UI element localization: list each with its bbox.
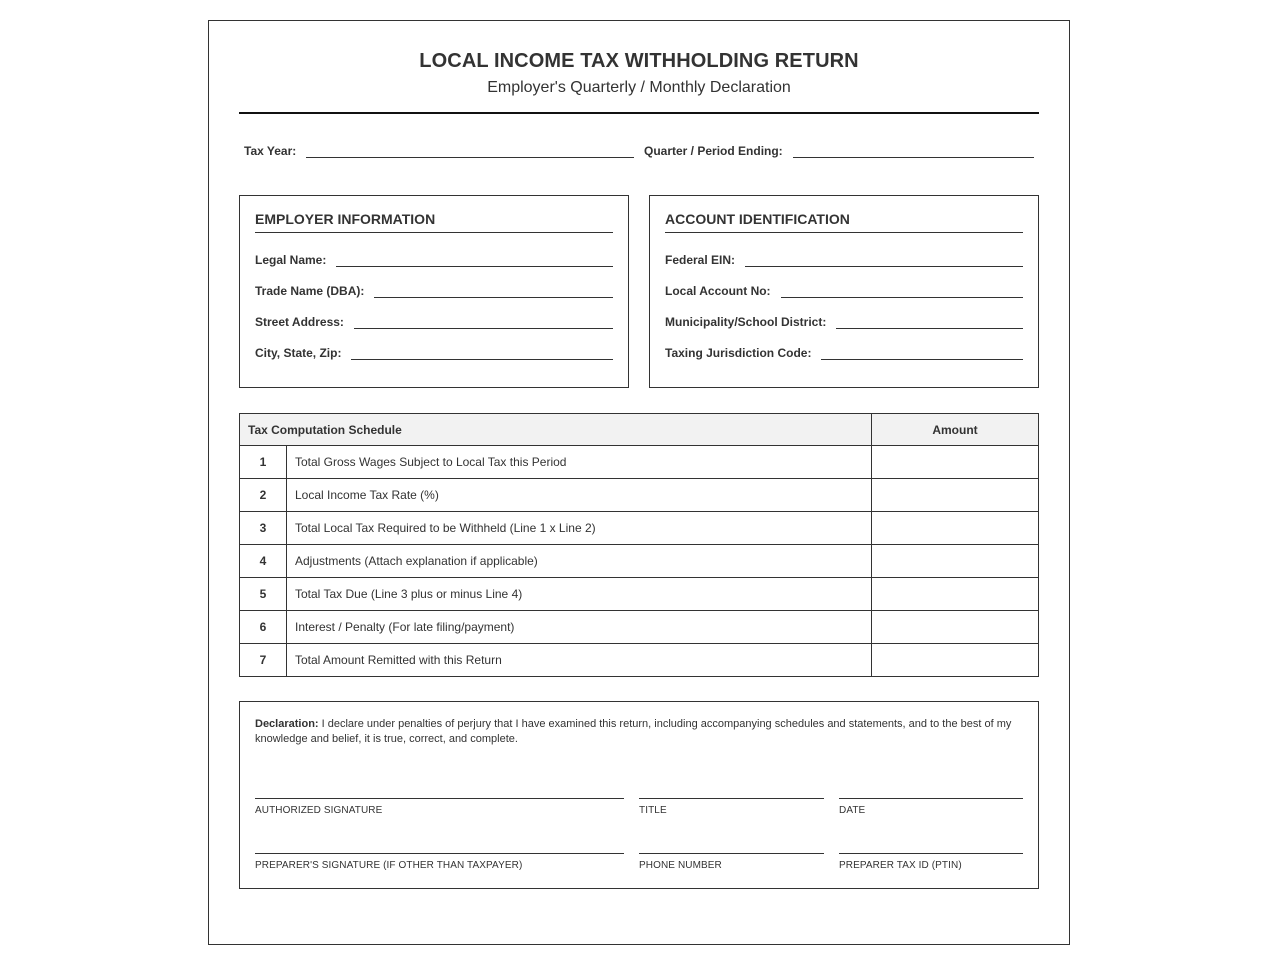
local-account-field[interactable]: [781, 297, 1023, 298]
legal-name-field[interactable]: [336, 266, 613, 267]
line-description: Total Local Tax Required to be Withheld (Line 1 x Line 2): [287, 512, 872, 545]
declaration-section: [239, 701, 1039, 889]
employer-info-section: [239, 195, 629, 388]
trade-name-label: Trade Name (DBA):: [255, 284, 365, 298]
title-label: TITLE: [639, 805, 667, 816]
table-row: [240, 446, 1039, 479]
declaration-lead: Declaration:: [255, 718, 319, 730]
table-header-row: [240, 414, 1039, 446]
legal-name-label: Legal Name:: [255, 253, 327, 267]
table-row: [240, 479, 1039, 512]
phone-number-label: PHONE NUMBER: [639, 860, 722, 871]
line-number: 7: [240, 644, 287, 677]
employer-info-title: EMPLOYER INFORMATION: [255, 211, 436, 227]
tax-year-label: Tax Year:: [244, 144, 297, 158]
authorized-signature-field[interactable]: [255, 798, 624, 799]
city-state-zip-field[interactable]: [351, 359, 613, 360]
tax-computation-table: [239, 413, 1039, 677]
title-field[interactable]: [639, 798, 824, 799]
header-divider: [239, 112, 1039, 114]
table-row: [240, 545, 1039, 578]
date-label: DATE: [839, 805, 866, 816]
form-subtitle: Employer's Quarterly / Monthly Declaration: [487, 79, 791, 96]
line-description: Local Income Tax Rate (%): [287, 479, 872, 512]
table-row: [240, 578, 1039, 611]
table-row: [240, 512, 1039, 545]
line-description: Total Gross Wages Subject to Local Tax this Period: [287, 446, 872, 479]
account-id-title: ACCOUNT IDENTIFICATION: [665, 211, 850, 227]
declaration-body: I declare under penalties of perjury that I have examined this return, including accompanying schedules and statements, and to the best of my knowledge and belief, it is true, correct, and complete.: [255, 718, 1012, 745]
preparer-signature-label: PREPARER'S SIGNATURE (IF OTHER THAN TAXPAYER): [255, 860, 523, 871]
line-number: 2: [240, 479, 287, 512]
table-row: [240, 611, 1039, 644]
quarter-period-label: Quarter / Period Ending:: [644, 144, 783, 158]
phone-number-field[interactable]: [639, 853, 824, 854]
declaration-text: [255, 717, 1025, 747]
line-description: Total Tax Due (Line 3 plus or minus Line 4): [287, 578, 872, 611]
employer-title-divider: [255, 232, 613, 233]
tax-year-field[interactable]: [306, 157, 634, 158]
table-row: [240, 644, 1039, 677]
account-id-section: [649, 195, 1039, 388]
amount-cell[interactable]: [872, 644, 1039, 677]
trade-name-field[interactable]: [374, 297, 613, 298]
schedule-header: Tax Computation Schedule: [240, 414, 872, 446]
line-number: 6: [240, 611, 287, 644]
city-state-zip-label: City, State, Zip:: [255, 346, 342, 360]
amount-header: Amount: [872, 414, 1039, 446]
amount-cell[interactable]: [872, 512, 1039, 545]
jurisdiction-code-field[interactable]: [821, 359, 1023, 360]
form-title: LOCAL INCOME TAX WITHHOLDING RETURN: [419, 50, 859, 72]
line-number: 1: [240, 446, 287, 479]
amount-cell[interactable]: [872, 479, 1039, 512]
authorized-signature-label: AUTHORIZED SIGNATURE: [255, 805, 383, 816]
amount-cell[interactable]: [872, 578, 1039, 611]
municipality-field[interactable]: [836, 328, 1023, 329]
quarter-period-field[interactable]: [793, 157, 1034, 158]
line-description: Adjustments (Attach explanation if applicable): [287, 545, 872, 578]
line-number: 4: [240, 545, 287, 578]
date-field[interactable]: [839, 798, 1023, 799]
federal-ein-label: Federal EIN:: [665, 253, 736, 267]
line-description: Total Amount Remitted with this Return: [287, 644, 872, 677]
line-number: 5: [240, 578, 287, 611]
amount-cell[interactable]: [872, 611, 1039, 644]
amount-cell[interactable]: [872, 446, 1039, 479]
preparer-signature-field[interactable]: [255, 853, 624, 854]
street-address-field[interactable]: [354, 328, 613, 329]
tax-return-form: [208, 20, 1070, 945]
local-account-label: Local Account No:: [665, 284, 771, 298]
line-number: 3: [240, 512, 287, 545]
account-title-divider: [665, 232, 1023, 233]
line-description: Interest / Penalty (For late filing/payment): [287, 611, 872, 644]
municipality-label: Municipality/School District:: [665, 315, 827, 329]
federal-ein-field[interactable]: [745, 266, 1023, 267]
street-address-label: Street Address:: [255, 315, 344, 329]
jurisdiction-code-label: Taxing Jurisdiction Code:: [665, 346, 812, 360]
ptin-field[interactable]: [839, 853, 1023, 854]
ptin-label: PREPARER TAX ID (PTIN): [839, 860, 962, 871]
amount-cell[interactable]: [872, 545, 1039, 578]
